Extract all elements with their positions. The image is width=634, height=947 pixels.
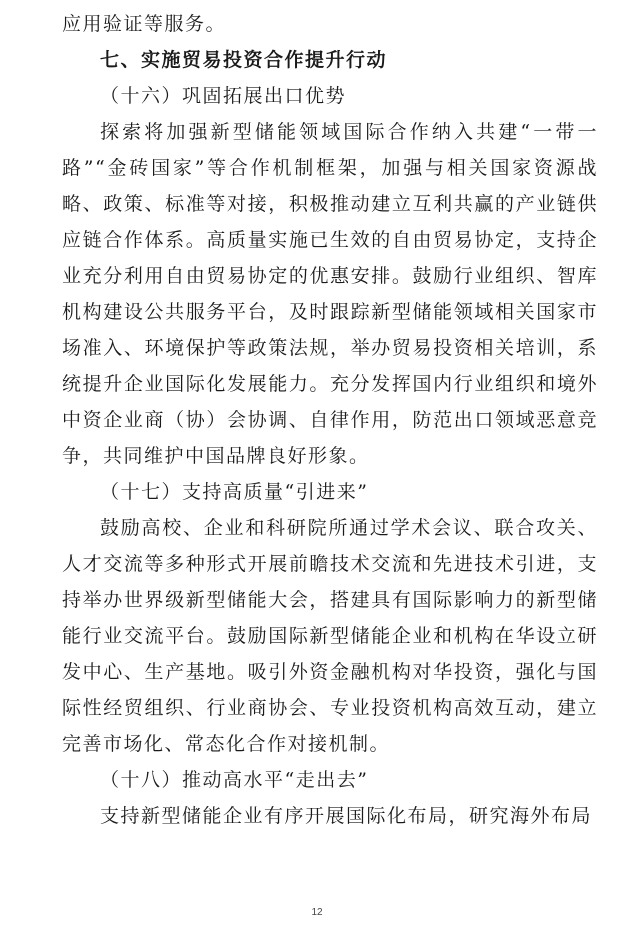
section-heading: 七、实施贸易投资合作提升行动 <box>100 49 388 71</box>
subsection-heading: （十七）支持高质量“引进来” <box>100 481 369 503</box>
paragraph-continuation: 应用验证等服务。 <box>62 13 227 35</box>
subsection-heading: （十六）巩固拓展出口优势 <box>100 85 347 107</box>
document-body <box>62 6 598 834</box>
body-paragraph: 鼓励高校、企业和科研院所通过学术会议、联合攻关、人才交流等多种形式开展前瞻技术交流和先进技术引进，支持举办世界级新型储能大会，搭建具有国际影响力的新型储能行业交流平台。鼓励国际新型储能企业和机构在华设立研发中心、生产基地。吸引外资金融机构对华投资，强化与国际性经贸组织、行业商协会、专业投资机构高效互动，建立完善市场化、常态化合作对接机制。 <box>62 517 598 755</box>
subsection-heading: （十八）推动高水平“走出去” <box>100 769 369 791</box>
body-paragraph: 支持新型储能企业有序开展国际化布局，研究海外布局 <box>100 805 593 827</box>
page-number: 12 <box>311 907 323 918</box>
body-paragraph: 探索将加强新型储能领域国际合作纳入共建“一带一路”“金砖国家”等合作机制框架，加强与相关国家资源战略、政策、标准等对接，积极推动建立互利共赢的产业链供应链合作体系。高质量实施已生效的自由贸易协定，支持企业充分利用自由贸易协定的优惠安排。鼓励行业组织、智库机构建设公共服务平台，及时跟踪新型储能领域相关国家市场准入、环境保护等政策法规，举办贸易投资相关培训，系统提升企业国际化发展能力。充分发挥国内行业组织和境外中资企业商（协）会协调、自律作用，防范出口领域恶意竞争，共同维护中国品牌良好形象。 <box>62 121 598 467</box>
